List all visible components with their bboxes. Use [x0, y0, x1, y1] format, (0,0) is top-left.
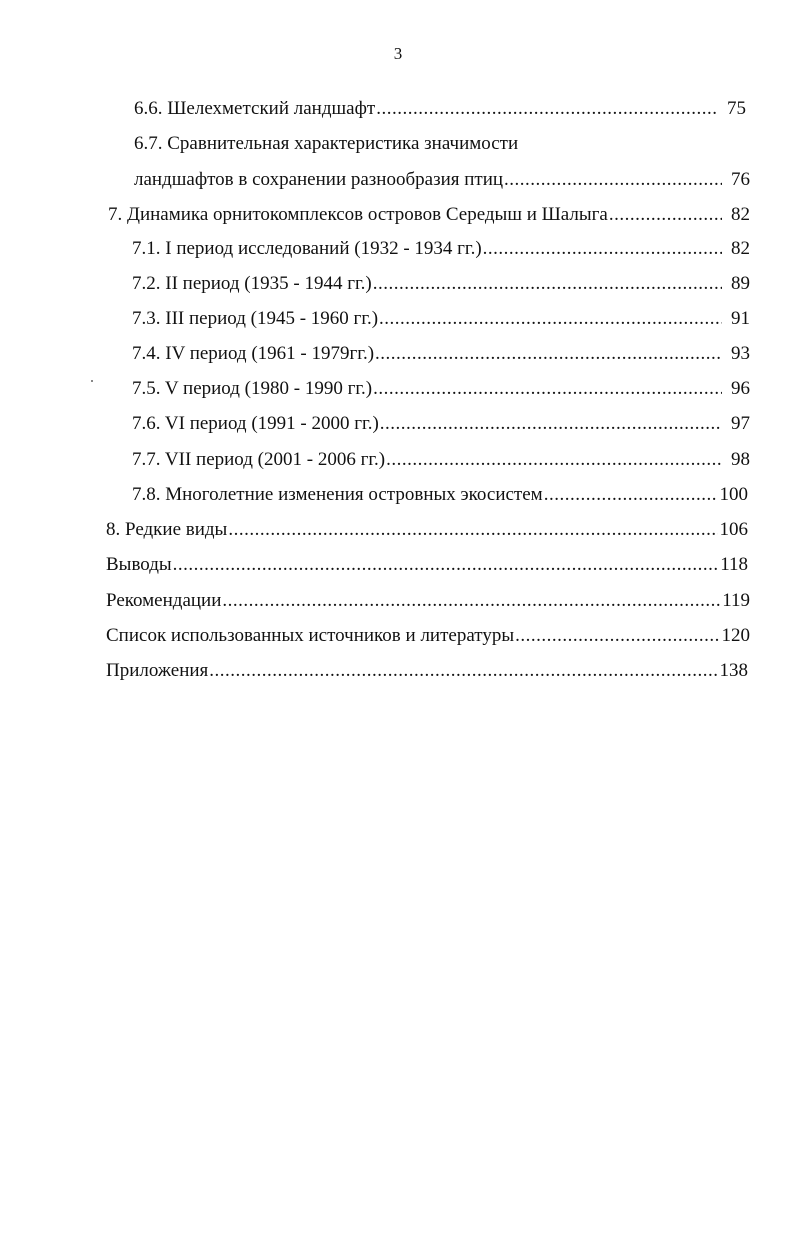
- toc-entry-conclusions: [106, 553, 748, 577]
- toc-entry-title: 6.6. Шелехметский ландшафт: [134, 98, 376, 119]
- toc-entry-title: 7. Динамика орнитокомплексов островов Середыш и Шалыга: [108, 204, 608, 225]
- toc-entry-7-2: [132, 272, 750, 296]
- toc-entry-6-7: [134, 168, 750, 192]
- toc-entry-6-6: [134, 97, 746, 121]
- toc-entry-title: 8. Редкие виды: [106, 519, 228, 540]
- toc-entry-page: 93: [731, 343, 750, 364]
- toc-entry-7-3: [132, 307, 750, 331]
- toc-entry-title: Приложения: [106, 660, 209, 681]
- toc-entry-page: 89: [731, 273, 750, 294]
- toc-entry-title: Список использованных источников и литературы: [106, 625, 515, 646]
- toc-leader-dots: [209, 659, 717, 683]
- toc-entry-7-7: [132, 448, 750, 472]
- toc-entry-page: 96: [731, 378, 750, 399]
- toc-leader-dots: [228, 518, 717, 542]
- toc-entry-7-4: [132, 342, 750, 366]
- toc-entry-title: Выводы: [106, 554, 172, 575]
- page-number: 3: [393, 44, 403, 63]
- toc-entry-7-5: [132, 377, 750, 401]
- toc-entry-page: 82: [731, 204, 750, 225]
- toc-leader-dots: [609, 203, 722, 227]
- toc-leader-dots: [173, 553, 719, 577]
- toc-entry-page: 75: [727, 98, 746, 119]
- toc-entry-page: 97: [731, 413, 750, 434]
- toc-entry-page: 98: [731, 449, 750, 470]
- toc-entry-7-1: [132, 237, 750, 261]
- toc-entry-page: 118: [720, 554, 748, 575]
- toc-entry-title: 7.3. III период (1945 - 1960 гг.): [132, 308, 379, 329]
- toc-entry-title: 7.4. IV период (1961 - 1979гг.): [132, 343, 375, 364]
- toc-entry-7: [108, 203, 750, 227]
- scan-speck: [91, 380, 93, 382]
- toc-leader-dots: [376, 97, 718, 121]
- toc-leader-dots: [373, 377, 722, 401]
- toc-entry-7-6: [132, 412, 750, 436]
- toc-entry-page: 106: [719, 519, 748, 540]
- toc-leader-dots: [515, 624, 719, 648]
- toc-leader-dots: [544, 483, 718, 507]
- toc-entry-recommendations: [106, 589, 750, 613]
- toc-entry-page: 76: [731, 169, 750, 190]
- toc-entry-page: 119: [722, 590, 750, 611]
- toc-entry-appendices: [106, 659, 748, 683]
- toc-leader-dots: [373, 272, 722, 296]
- toc-entry-title: 7.6. VI период (1991 - 2000 гг.): [132, 413, 379, 434]
- toc-entry-7-8: [132, 483, 748, 507]
- toc-leader-dots: [222, 589, 720, 613]
- toc-entry-page: 100: [719, 484, 748, 505]
- toc-leader-dots: [375, 342, 722, 366]
- toc-entry-title: 7.7. VII период (2001 - 2006 гг.): [132, 449, 386, 470]
- toc-entry-page: 91: [731, 308, 750, 329]
- toc-entry-page: 120: [721, 625, 750, 646]
- toc-entry-8: [106, 518, 748, 542]
- toc-entry-page: 138: [719, 660, 748, 681]
- toc-entry-6-7-line1: 6.7. Сравнительная характеристика значимости: [134, 133, 519, 154]
- toc-entry-title: 7.5. V период (1980 - 1990 гг.): [132, 378, 373, 399]
- toc-entry-page: 82: [731, 238, 750, 259]
- toc-entry-title: 7.2. II период (1935 - 1944 гг.): [132, 273, 372, 294]
- toc-entry-title: 7.1. I период исследований (1932 - 1934 гг.): [132, 238, 482, 259]
- toc-entry-title: Рекомендации: [106, 590, 222, 611]
- toc-leader-dots: [380, 412, 722, 436]
- toc-entry-title: 7.8. Многолетние изменения островных экосистем: [132, 484, 543, 505]
- toc-leader-dots: [483, 237, 722, 261]
- toc-leader-dots: [386, 448, 722, 472]
- toc-entry-references: [106, 624, 750, 648]
- toc-entry-title: ландшафтов в сохранении разнообразия птиц: [134, 169, 504, 190]
- toc-leader-dots: [379, 307, 722, 331]
- toc-leader-dots: [504, 168, 722, 192]
